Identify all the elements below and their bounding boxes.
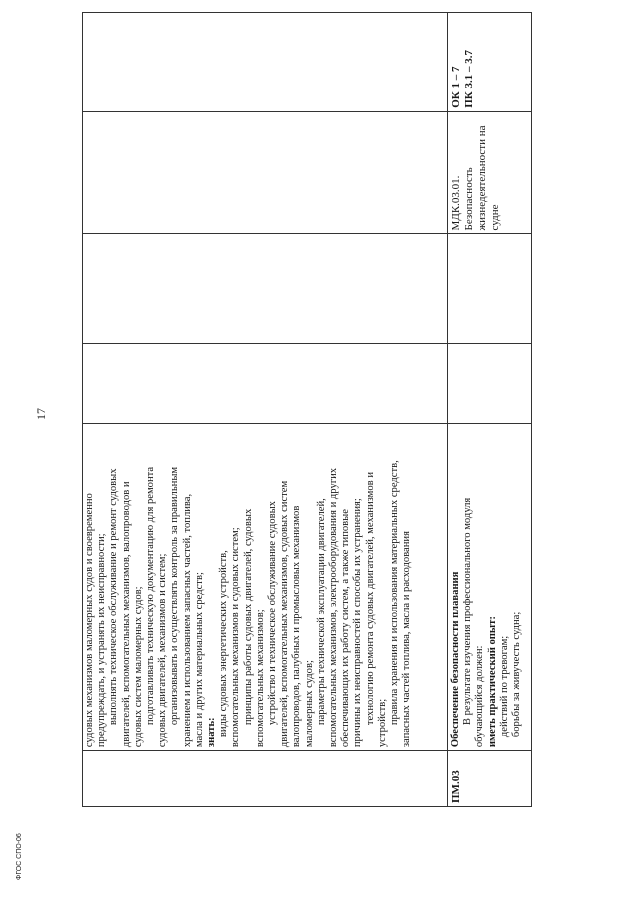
text-line: предупреждать, и устранять их неисправности;: [96, 533, 108, 748]
text-line: причины их неисправностей и способы их устранения;: [352, 498, 364, 748]
text-line: подготавливать техническую документацию для ремонта: [145, 466, 157, 726]
content-column: [83, 423, 531, 750]
text-line: действий по тревогам;: [498, 635, 510, 738]
text-line: вспомогательных механизмов и судовых систем;: [230, 527, 242, 748]
empty-column-2: [83, 233, 531, 343]
text-line: запасных частей топлива, масла и расходования: [401, 531, 413, 748]
text-line: судовых систем маломерных судов;: [132, 586, 144, 748]
lower-row-text: [449, 424, 524, 750]
text-line: правила хранения и использования материальных средств,: [389, 460, 401, 726]
text-line: В результате изучения профессионального модуля: [462, 497, 474, 726]
mdk-column: [83, 111, 531, 234]
text-line: вспомогательных механизмов, электрооборудования и других: [328, 467, 340, 748]
module-code: ПМ.03: [450, 770, 462, 803]
upper-row-text: [83, 424, 414, 750]
mdk-label: МДК.03.01. Безопасность жизнедеятельности на судне: [450, 125, 501, 231]
text-line: двигателей, вспомогательных механизмов, валопроводов и: [120, 481, 132, 748]
text-line: судовых двигателей, механизмов и систем;: [157, 553, 169, 748]
empty-column-1: [83, 343, 531, 423]
text-line: двигателей, вспомогательных механизмов, судовых систем: [279, 480, 291, 748]
text-line: выполнять техническое обслуживание и ремонт судовых: [108, 468, 120, 726]
text-line: технологию ремонта судовых двигателей, механизмов и: [364, 472, 376, 726]
section-heading-experience: иметь практический опыт:: [486, 616, 498, 748]
module-title: Обеспечение безопасности плавания: [450, 571, 461, 748]
text-line: масла и других материальных средств;: [193, 572, 205, 748]
text-line: параметры технической эксплуатации двигателей,: [315, 498, 327, 726]
page-number: 17: [34, 408, 48, 420]
text-line: устройств;: [376, 698, 388, 748]
code-column: [83, 750, 531, 806]
curriculum-table: [82, 12, 532, 807]
text-line: судовых механизмов маломерных судов и своевременно: [84, 493, 95, 748]
curriculum-table-wrapper: [82, 12, 532, 807]
text-line: устройство и техническое обслуживание судовых: [267, 501, 279, 726]
text-line: обеспечивающих их работу систем, а также типовые: [340, 508, 352, 748]
section-heading-know: знать:: [206, 717, 218, 748]
text-line: маломерных судов;: [303, 660, 315, 748]
text-line: обучающийся должен:: [474, 645, 486, 748]
text-line: борьбы за живучесть судна;: [511, 611, 523, 738]
footer-label: ФГОС СПО-06: [16, 833, 23, 880]
text-line: принципы работы судовых двигателей, судовых: [242, 508, 254, 726]
text-line: валопроводов, палубных и промысловых механизмов: [291, 505, 303, 748]
competency-column: [83, 13, 531, 111]
text-line: хранением и использованием запасных частей, топлива,: [181, 493, 193, 748]
text-line: вспомогательных механизмов;: [254, 609, 266, 748]
competency-codes: [449, 13, 477, 111]
pk-codes: ПК 3.1 – 3.7: [463, 49, 475, 108]
text-line: организовывать и осуществлять контроль за правильным: [169, 466, 181, 726]
ok-codes: ОК 1 – 7: [450, 66, 462, 108]
text-line: виды судовых энергетических устройств,: [218, 550, 230, 738]
